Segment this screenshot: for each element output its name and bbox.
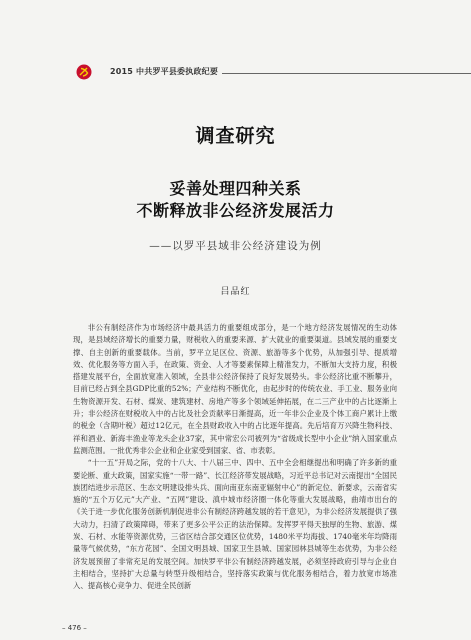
article-title-line-1: 妥善处理四种关系 xyxy=(169,179,302,198)
paragraph: 非公有制经济作为市场经济中最具活力的重要组成部分，是一个地方经济发展情况的生动体现，是县域经济增长的重要力量，财税收入的重要来源、扩大就业的重要渠道。县域发展的重要支撑、自主创新的重要载体。当前，罗平立足区位、资源、旅游等多个优势，从加强引导、提质增效、优化服务等方面入手，在政策、资金、人才等要素保障上精准发力，不断加大支持力度，积极搭建发展平台，全面放宽准入领域，全县非公经济保持了良好发展势头。非公经济比重不断攀升，目前已经占到全县GDP比重的52%；产业结构不断优化，由起步时的传统农业、手工业、服务业向生物资源开发、石材、煤炭、建筑建材、房地产等多个领域延伸拓展，在二三产业中的占比逐渐上升；非公经济在财税收入中的占比及社会贡献率日渐提高，近一年非公企业及个体工商户累计上缴的税金（含期叶税）超过12亿元，在全县财政收入中的占比逐年提高。先后培育万兴降生物科技、祥和酒业、新海丰渔业等龙头企业37家，其中常宏公司被列为“省级成长型中小企业”纳入国家重点监测范围。一批优秀非公企业和企业家受到国家、省、市表彰。 xyxy=(73,323,397,455)
header-text: 2015 中共罗平县委执政纪要 xyxy=(110,67,219,76)
article-author: 吕品红 xyxy=(220,287,251,297)
party-emblem-icon xyxy=(76,64,92,80)
page-number: – 476 – xyxy=(62,624,87,632)
running-header xyxy=(76,64,416,80)
article-subtitle: ——以罗平县域非公经济建设为例 xyxy=(149,240,322,252)
section-title: 调查研究 xyxy=(195,125,276,147)
article-body xyxy=(73,322,397,593)
header-rule xyxy=(222,73,471,74)
paragraph: “十一五”开局之际，党的十八大、十八届三中、四中、五中全会相继提出和明确了许多新的重要论断、重大政策，国家实施“一带一路”、长江经济带发展战略，习近平总书记对云南提出“全国民族团结进步示范区、生态文明建设排头兵、面向南亚东南亚辐射中心”的新定位、新要求，云南省实施的“五个万亿元”大产业、“五网”建设、滇中城市经济圈一体化等重大发展战略，曲靖市出台的《关于进一步优化服务创新机制促进非公有制经济跨越发展的若干意见》，为非公经济发展提供了强大动力，扫清了政策障碍，带来了更多公平公正的法治保障。发挥罗平得天独厚的生物、旅游、煤炭、石材、水能等资源优势，三省区结合部交通区位优势，1480米平均海拔、1740毫米年均降雨量等气候优势，“东方花园”、全国文明县城、国家卫生县城、国家园林县城等生态优势，为非公经济发展预留了非常充足的发展空间。加快罗平非公有制经济跨越发展，必须坚持政府引导与企业自主相结合，坚持扩大总量与转型升级相结合，坚持落实政策与优化服务相结合，着力放宽市场准入、提高核心竞争力、促进全民创新 xyxy=(73,458,397,591)
article-title-line-2: 不断释放非公经济发展活力 xyxy=(136,201,335,220)
